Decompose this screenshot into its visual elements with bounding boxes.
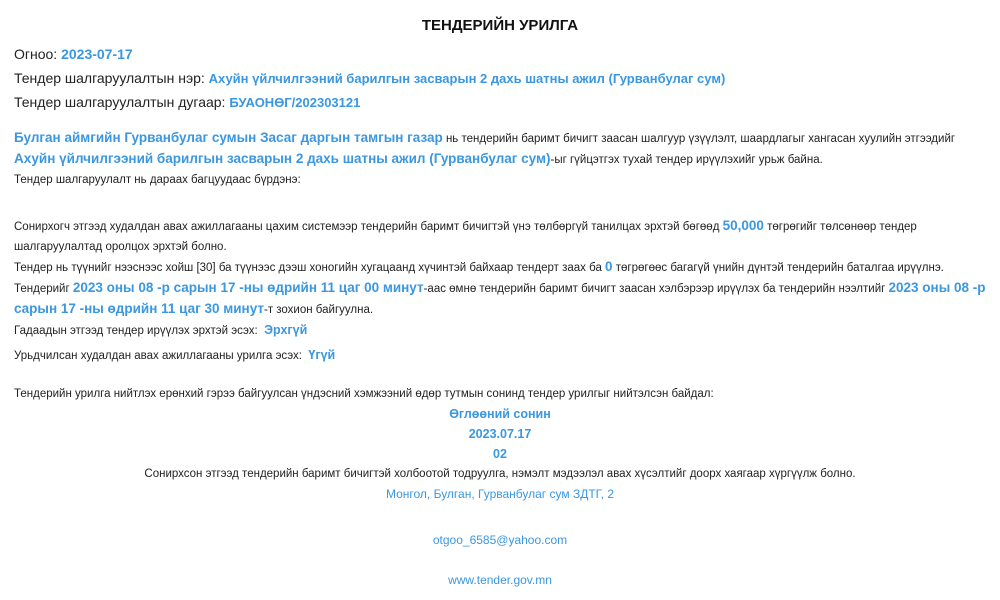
- fee-text-1: Сонирхогч этгээд худалдан авах ажиллагааны цахим системээр тендерийн баримт бичигтэй үнэ төлбөргүй танилцах эрхтэй бөгөөд: [14, 221, 723, 233]
- fee-value: 50,000: [722, 218, 764, 233]
- preference-value: Үгүй: [308, 348, 336, 362]
- foreign-label: Гадаадын этгээд тендер ирүүлэх эрхтэй эсэх:: [14, 325, 261, 337]
- opening-text: -т зохион байгуулна.: [263, 304, 374, 316]
- work-name: Ахуйн үйлчилгээний барилгын засварын 2 дахь шатны ажил (Гурванбулаг сум): [14, 151, 551, 166]
- date-label: Огноо:: [14, 46, 62, 62]
- organization-name: Булган аймгийн Гурванбулаг сумын Засаг даргын тамгын газар: [14, 130, 443, 145]
- validity-text-2: төгрөгөөс багагүй үнийн дүнтэй тендерийн баталгаа ирүүлнэ.: [612, 262, 944, 274]
- website-link[interactable]: www.tender.gov.mn: [448, 573, 552, 587]
- foreign-value: Эрхгүй: [264, 323, 308, 337]
- date-value: 2023-07-17: [61, 46, 133, 62]
- intro-text-2: -ыг гүйцэтгэх тухай тендер ирүүлэхийг урьж байна.: [550, 154, 823, 166]
- date-row: [14, 42, 986, 66]
- deadline-paragraph: [14, 278, 986, 320]
- contact-text: Сонирхсон этгээд тендерийн баримт бичигтэй холбоотой тодруулга, нэмэлт мэдээлэл авах хүсэлтийг доорх хаягаар хүргүүлж болно.: [144, 468, 856, 480]
- tender-meta: [14, 42, 986, 114]
- preference-label: Урьдчилсан худалдан авах ажиллагааны урилга эсэх:: [14, 350, 306, 362]
- intro-text-1: нь тендерийн баримт бичигт заасан шалгуур үзүүлэлт, шаардлагыг хангасан хуулийн этгээдийг: [442, 133, 956, 145]
- preference-row: [14, 345, 986, 366]
- publication-details: [14, 404, 986, 590]
- tender-name-row: [14, 66, 986, 90]
- document-title: ТЕНДЕРИЙН УРИЛГА: [421, 17, 579, 34]
- deadline-text-2: -аас өмнө тендерийн баримт бичигт заасан хэлбэрээр ирүүлэх ба тендерийн нээлтийг: [423, 283, 889, 295]
- tender-number-row: [14, 90, 986, 114]
- tender-name-value: Ахуйн үйлчилгээний барилгын засварын 2 дахь шатны ажил (Гурванбулаг сум): [208, 71, 726, 86]
- fee-text-2: төгрөгийг төлсөнөөр тендер шалгаруулалтад оролцох эрхтэй болно.: [14, 221, 917, 253]
- foreign-eligibility-row: [14, 320, 986, 341]
- tender-invitation-document: [14, 0, 986, 590]
- deadline-text-1: Тендерийг: [14, 283, 73, 295]
- validity-value: 0: [605, 259, 613, 274]
- publication-issue: 02: [493, 447, 507, 461]
- contact-address: Монгол, Булган, Гурванбулаг сум ЗДТГ, 2: [385, 487, 615, 501]
- validity-text-1: Тендер нь түүнийг нээснээс хойш [30] ба түүнээс дээш хоногийн хугацаанд хүчинтэй байхаар тендерт заах ба: [14, 262, 606, 274]
- validity-paragraph: [14, 257, 986, 278]
- contact-email-link[interactable]: otgoo_6585@yahoo.com: [432, 533, 568, 547]
- opening-value: 2023 оны 08 -р сарын 17 -ны өдрийн 11 цаг 30 минут: [14, 280, 986, 316]
- publication-intro: Тендерийн урилга нийтлэх ерөнхий гэрээ байгуулсан үндэсний хэмжээний өдөр тутмын сонинд тендер урилгыг нийтэлсэн байдал:: [14, 388, 714, 400]
- fee-paragraph: [14, 216, 986, 257]
- deadline-value: 2023 оны 08 -р сарын 17 -ны өдрийн 11 цаг 00 минут: [72, 280, 424, 295]
- publication-date: 2023.07.17: [468, 427, 532, 441]
- package-line: Тендер шалгаруулалт нь дараах багцуудаас бүрдэнэ:: [14, 174, 301, 186]
- tender-number-value: БУАОНӨГ/202303121: [229, 95, 361, 110]
- newspaper-name: Өглөөний сонин: [449, 407, 551, 421]
- tender-number-label: Тендер шалгаруулалтын дугаар:: [14, 94, 230, 110]
- intro-paragraph: [14, 128, 986, 170]
- tender-name-label: Тендер шалгаруулалтын нэр:: [14, 70, 209, 86]
